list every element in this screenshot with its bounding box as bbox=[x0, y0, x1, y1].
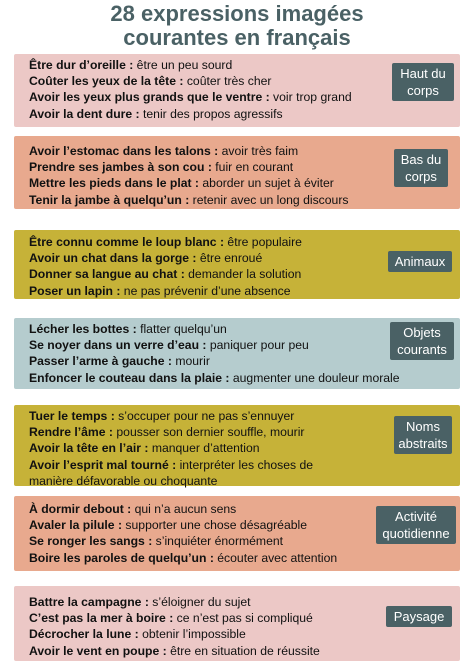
expression-line: Tuer le temps : s’occuper pour ne pas s’ennuyer bbox=[29, 409, 295, 423]
expression-line: Boire les paroles de quelqu’un : écouter avec attention bbox=[29, 550, 338, 565]
expression-line: Être connu comme le loup blanc : être populaire bbox=[29, 235, 302, 249]
category-tag: Animaux bbox=[388, 251, 452, 272]
expression-line: Se noyer dans un verre d’eau : paniquer pour peu bbox=[29, 338, 309, 353]
expression-line: Avoir les yeux plus grands que le ventre : voir trop grand bbox=[29, 90, 352, 105]
expression-line: manière défavorable ou choquante bbox=[29, 473, 218, 488]
expression-line: Avoir l’esprit mal tourné : interpréter les choses de bbox=[29, 457, 314, 472]
section-activite-quotidienne-list bbox=[29, 501, 337, 566]
section-objets-courants-list bbox=[29, 321, 400, 386]
section-noms-abstraits-list bbox=[29, 408, 313, 489]
category-tag: Activité quotidienne bbox=[376, 506, 456, 544]
expression-line: Être dur d’oreille : être un peu sourd bbox=[29, 58, 233, 72]
expression-line: Décrocher la lune : obtenir l’impossible bbox=[29, 627, 246, 642]
category-tag: Haut du corps bbox=[392, 63, 454, 101]
expression-line: Rendre l’âme : pousser son dernier souffle, mourir bbox=[29, 425, 305, 440]
section-bas-du-corps-list bbox=[29, 143, 348, 208]
expression-line: Mettre les pieds dans le plat : aborder un sujet à éviter bbox=[29, 176, 334, 191]
expression-line: Avoir un chat dans la gorge : être enroué bbox=[29, 251, 263, 266]
expression-line: Avoir l’estomac dans les talons : avoir très faim bbox=[29, 144, 299, 158]
title-line-1: 28 expressions imagées bbox=[110, 1, 364, 26]
expression-line: Coûter les yeux de la tête : coûter très cher bbox=[29, 74, 272, 89]
expression-line: Avoir le vent en poupe : être en situation de réussite bbox=[29, 643, 320, 658]
expression-line: Lécher les bottes : flatter quelqu’un bbox=[29, 322, 227, 336]
section-paysage-list bbox=[29, 594, 320, 659]
expression-line: Passer l’arme à gauche : mourir bbox=[29, 354, 210, 369]
category-tag: Noms abstraits bbox=[394, 416, 452, 454]
expression-line: Donner sa langue au chat : demander la solution bbox=[29, 267, 302, 282]
expression-line: Prendre ses jambes à son cou : fuir en courant bbox=[29, 160, 294, 175]
page-title bbox=[0, 2, 474, 50]
expression-line: Tenir la jambe à quelqu’un : retenir avec un long discours bbox=[29, 192, 349, 207]
section-haut-du-corps-list bbox=[29, 57, 352, 122]
expression-line: Battre la campagne : s’éloigner du sujet bbox=[29, 595, 251, 609]
category-tag: Bas du corps bbox=[394, 149, 448, 187]
category-tag: Objets courants bbox=[390, 322, 454, 360]
expression-line: Avoir la dent dure : tenir des propos agressifs bbox=[29, 106, 283, 121]
expression-line: Avaler la pilule : supporter une chose désagréable bbox=[29, 518, 308, 533]
section-animaux-list bbox=[29, 234, 302, 299]
expression-line: Enfoncer le couteau dans la plaie : augmenter une douleur morale bbox=[29, 370, 400, 385]
expression-line: À dormir debout : qui n’a aucun sens bbox=[29, 502, 237, 516]
title-line-2: courantes en français bbox=[123, 25, 351, 50]
expression-line: Se ronger les sangs : s’inquiéter énormément bbox=[29, 534, 284, 549]
expression-line: C’est pas la mer à boire : ce n’est pas si compliqué bbox=[29, 611, 313, 626]
expression-line: Poser un lapin : ne pas prévenir d’une absence bbox=[29, 283, 291, 298]
expression-line: Avoir la tête en l’air : manquer d’attention bbox=[29, 441, 260, 456]
category-tag: Paysage bbox=[386, 606, 452, 627]
